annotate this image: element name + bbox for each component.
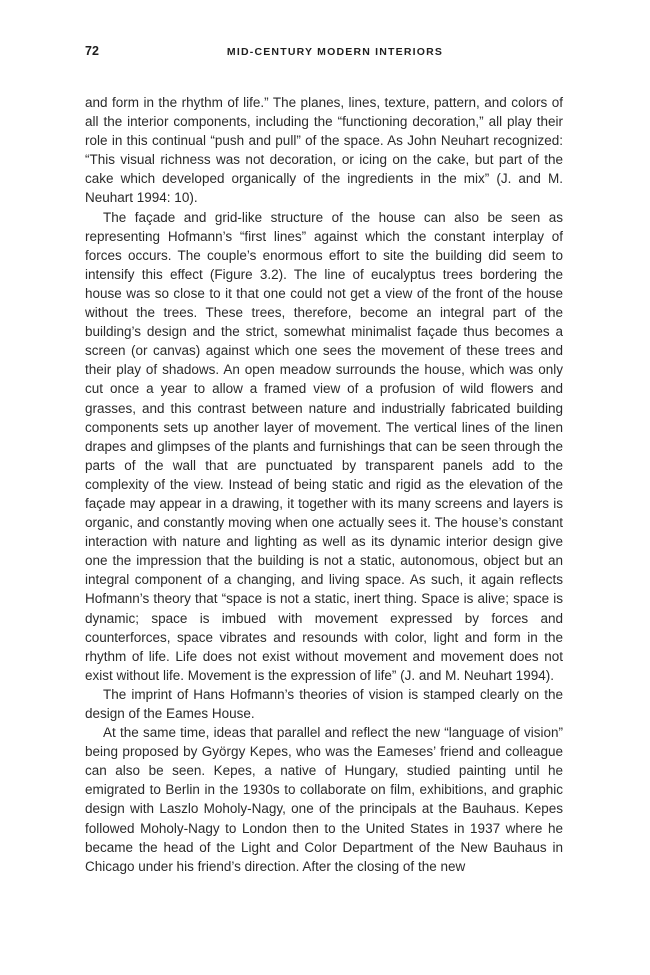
page-number: 72: [85, 44, 99, 58]
paragraph-continuation: and form in the rhythm of life.” The planes, lines, texture, pattern, and colors of all the interior components, including the “functioning decoration,” all play their role in this continual “push and pull” of the space. As John Neuhart recognized: “This visual richness was not decoration, or icing on the cake, but part of the cake which developed organically of the ingredients in the mix” (J. and M. Neuhart 1994: 10).: [85, 95, 563, 206]
paragraph-facade: The façade and grid-like structure of the house can also be seen as representing Hofmann’s “first lines” against which the constant interplay of forces occurs. The couple’s enormous effort to site the building did seem to intensify this effect (Figure 3.2). The line of eucalyptus trees bordering the house was so close to it that one could not get a view of the front of the house without the trees. These trees, therefore, become an integral part of the building’s design and the strict, somewhat minimalist façade thus becomes a screen (or canvas) against which one sees the movement of these trees and their play of shadows. An open meadow surrounds the house, which was only cut once a year to allow a framed view of a profusion of wild flowers and grasses, and this contrast between nature and industrially fabricated building components sets up another layer of movement. The vertical lines of the linen drapes and glimpses of the plants and furnishings that can be seen through the parts of the wall that are punctuated by transparent panels add to the complexity of the view. Instead of being static and rigid as the elevation of the façade may appear in a drawing, it together with its many screens and layers is organic, and constantly moving when one actually sees it. The house’s constant interaction with nature and lighting as well as its dynamic interior design give one the impression that the building is not a static, autonomous, object but an integral component of a changing, and living space. As such, it again reflects Hofmann’s theory that “space is not a static, inert thing. Space is alive; space is dynamic; space is imbued with movement expressed by forces and counterforces, space vibrates and resounds with color, light and form in the rhythm of life. Life does not exist without movement and movement does not exist without life. Movement is the expression of life” (J. and M. Neuhart 1994).: [85, 209, 563, 683]
paragraph-kepes: At the same time, ideas that parallel and reflect the new “language of vision” being proposed by György Kepes, who was the Eameses’ friend and colleague can also be seen. Kepes, a native of Hungary, studied painting until he emigrated to Berlin in the 1930s to collaborate on film, exhibitions, and graphic design with Laszlo Moholy-Nagy, one of the principals at the Bauhaus. Kepes followed Moholy-Nagy to London then to the United States in 1937 where he became the head of the Light and Color Department of the New Bauhaus in Chicago under his friend’s direction. After the closing of the new: [85, 725, 563, 874]
running-head: MID-CENTURY MODERN INTERIORS: [226, 46, 444, 58]
paragraph-hofmann-imprint: The imprint of Hans Hofmann’s theories of vision is stamped clearly on the design of the Eames House.: [85, 686, 563, 721]
body-text: [85, 93, 563, 876]
